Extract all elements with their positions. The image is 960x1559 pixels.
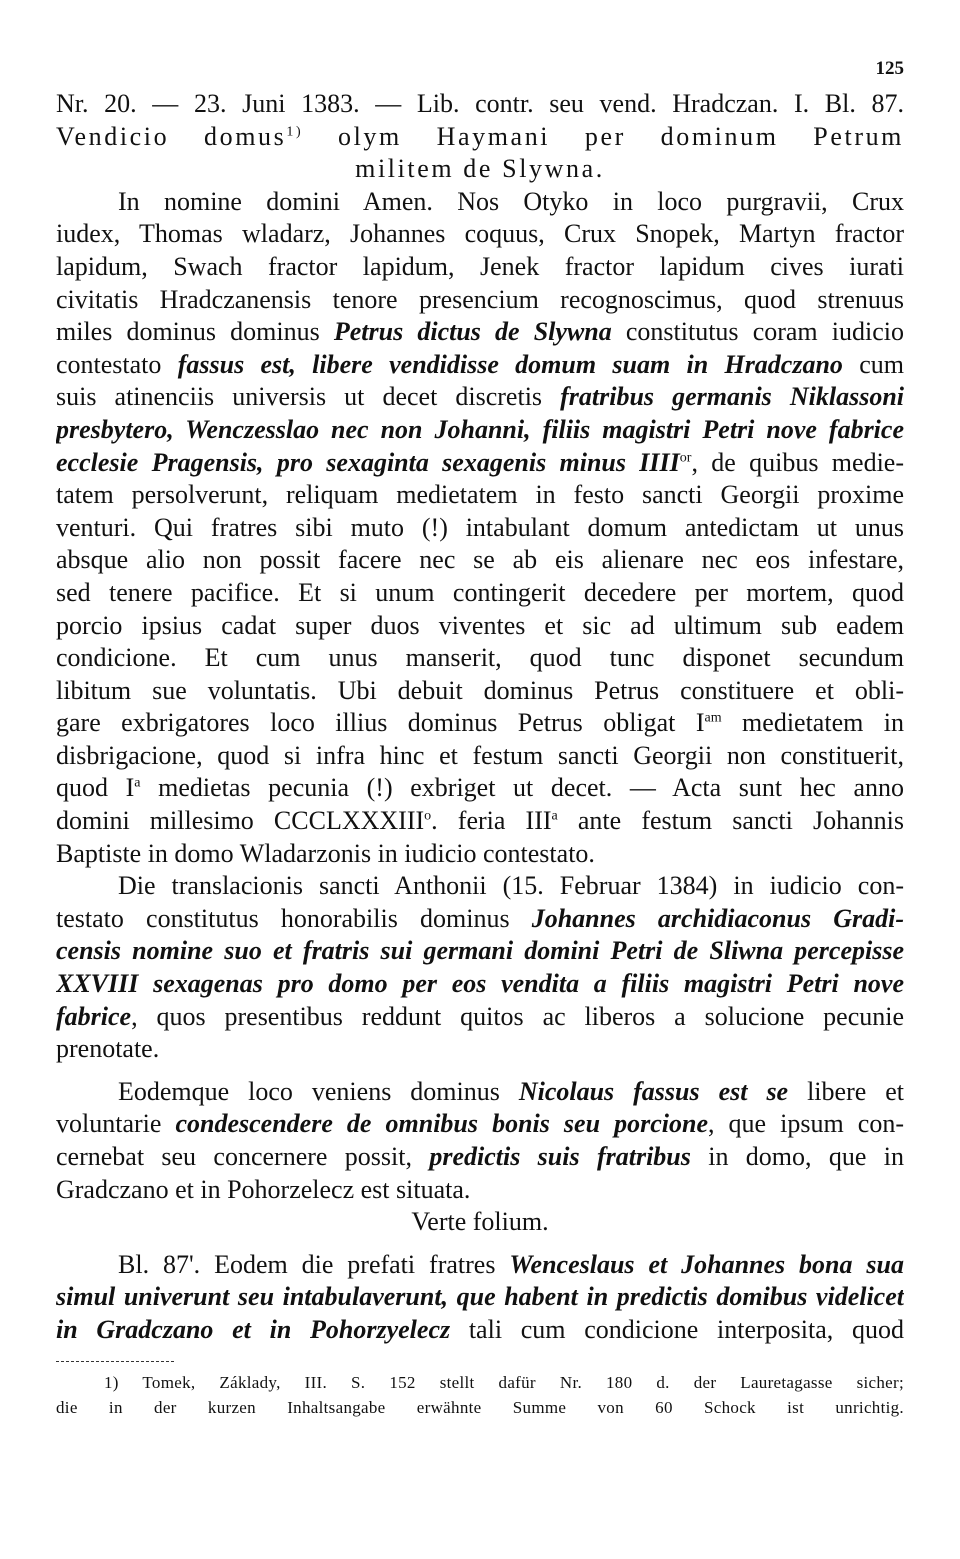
italic-phrase: ecclesie Pragensis, pro sexaginta sexagenis minus IIII xyxy=(56,447,680,477)
body-line xyxy=(56,935,904,968)
body-line: prenotate. xyxy=(56,1034,160,1064)
body-line: disbrigacione, quod si infra hinc et festum sancti Georgii non constituerit, xyxy=(56,740,904,770)
body-line: absque alio non possit facere nec se ab eis alienare nec eos infestare, xyxy=(56,545,904,575)
body-line: fabrice, quos presentibus reddunt quitos ac liberos a solucione pecunie xyxy=(56,1001,904,1031)
footnote-line: 1) Tomek, Základy, III. S. 152 stellt dafür Nr. 180 d. der Lauretagasse sicher; xyxy=(104,1372,904,1392)
italic-phrase: Johannes archidiaconus Gradi- xyxy=(531,903,904,933)
body-line: testato constitutus honorabilis dominus Johannes archidiaconus Gradi- xyxy=(56,903,904,933)
body-line: Bl. 87'. Eodem die prefati fratres Wenceslaus et Johannes bona sua xyxy=(118,1249,904,1279)
italic-phrase: in Gradczano et in Pohorzyelecz xyxy=(56,1314,451,1344)
body-line: libitum sue voluntatis. Ubi debuit dominus Petrus constituere et obli- xyxy=(56,675,904,705)
body-line: contestato fassus est, libere vendidisse domum suam in Hradczano cum xyxy=(56,349,904,379)
body-line: porcio ipsius cadat super duos viventes et sic ad ultimum sub eadem xyxy=(56,610,904,640)
body-line: civitatis Hradczanensis tenore presencium recognoscimus, quod strenuus xyxy=(56,284,904,314)
body-line: suis atinenciis universis ut decet discretis fratribus germanis Niklassoni xyxy=(56,382,904,412)
italic-phrase: predictis suis fratribus xyxy=(429,1142,691,1171)
body-line: In nomine domini Amen. Nos Otyko in loco purgravii, Crux xyxy=(118,186,904,216)
italic-phrase: fassus est, libere vendidisse domum suam in Hradczano xyxy=(177,349,843,379)
footnote-divider xyxy=(56,1361,174,1362)
body-line: condicione. Et cum unus manserit, quod tunc disponet secundum xyxy=(56,643,904,673)
footnote-marker: 1) xyxy=(286,123,304,139)
body-line xyxy=(56,414,904,447)
body-line: venturi. Qui fratres sibi muto (!) intabulant domum antedictam ut unus xyxy=(56,512,904,542)
body-line: ecclesie Pragensis, pro sexaginta sexagenis minus $IIII^{or}$, de quibus medie- xyxy=(56,447,904,477)
body-line: lapidum, Swach fractor lapidum, Jenek fractor lapidum cives iurati xyxy=(56,251,904,281)
body-line: gare exbrigatores loco illius dominus Petrus obligat $I^{am}$ medietatem in xyxy=(56,708,904,738)
body-line: Eodemque loco veniens dominus Nicolaus fassus est se libere et xyxy=(118,1076,904,1106)
entry-title-line-2: militem de Slywna. xyxy=(355,154,605,184)
italic-phrase: Wenceslaus et Johannes bona sua xyxy=(509,1249,904,1279)
body-line: quod $I^a$ medietas pecunia (!) exbriget ut decet. — Acta sunt hec anno xyxy=(56,773,904,803)
body-line: Die translacionis sancti Anthonii (15. Februar 1384) in iudicio con- xyxy=(118,871,904,901)
italic-phrase: Petrus dictus de Slywna xyxy=(333,317,612,347)
italic-phrase: fabrice xyxy=(56,1001,132,1031)
page-number: 125 xyxy=(875,58,904,79)
body-line: voluntarie condescendere de omnibus bonis seu porcione, que ipsum con- xyxy=(56,1109,904,1139)
italic-phrase: simul univerunt seu intabulaverunt, que habent in predictis domibus videlicet xyxy=(56,1282,904,1312)
body-line: Gradczano et in Pohorzelecz est situata. xyxy=(56,1174,471,1204)
body-line: domini millesimo CCCLXXXIII$^o$. feria III$^a$ ante festum sancti Johannis xyxy=(56,806,904,836)
italic-phrase: censis nomine suo et fratris sui germani domini Petri de Sliwna percepisse xyxy=(56,936,904,966)
italic-phrase: fratribus germanis Niklassoni xyxy=(560,382,904,412)
footnote-line: die in der kurzen Inhaltsangabe erwähnte Summe von 60 Schock ist unrichtig. xyxy=(56,1397,904,1417)
document-page xyxy=(56,58,904,1420)
body-line: tatem persolverunt, reliquam medietatem in festo sancti Georgii proxime xyxy=(56,480,904,510)
body-line: iudex, Thomas wladarz, Johannes coquus, Crux Snopek, Martyn fractor xyxy=(56,219,904,249)
body-line xyxy=(56,968,904,1001)
italic-phrase: XXVIII sexagenas pro domo per eos vendita a filiis magistri Petri nove xyxy=(56,969,904,999)
italic-phrase: Nicolaus fassus est se xyxy=(518,1076,789,1106)
italic-phrase: presbytero, Wenczesslao nec non Johanni, filiis magistri Petri nove fabrice xyxy=(56,414,904,444)
entry-header: Nr. 20. — 23. Juni 1383. — Lib. contr. seu vend. Hradczan. I. Bl. 87. xyxy=(56,89,904,118)
body-line: in Gradczano et in Pohorzyelecz tali cum condicione interposita, quod xyxy=(56,1314,904,1344)
verte-folium: Verte folium. xyxy=(411,1207,549,1237)
entry-title-line-1: Vendicio domus$^{1)}$ olym Haymani per dominum Petrum xyxy=(56,121,904,151)
body-line: miles dominus dominus Petrus dictus de Slywna constitutus coram iudicio xyxy=(56,317,904,347)
body-line xyxy=(56,1281,904,1314)
body-line: sed tenere pacifice. Et si unum contingerit decedere per mortem, quod xyxy=(56,577,904,607)
body-line: cernebat seu concernere possit, predictis suis fratribus in domo, que in xyxy=(56,1142,904,1171)
italic-phrase: condescendere de omnibus bonis seu porcione xyxy=(175,1109,708,1139)
body-line: Baptiste in domo Wladarzonis in iudicio contestato. xyxy=(56,838,595,868)
